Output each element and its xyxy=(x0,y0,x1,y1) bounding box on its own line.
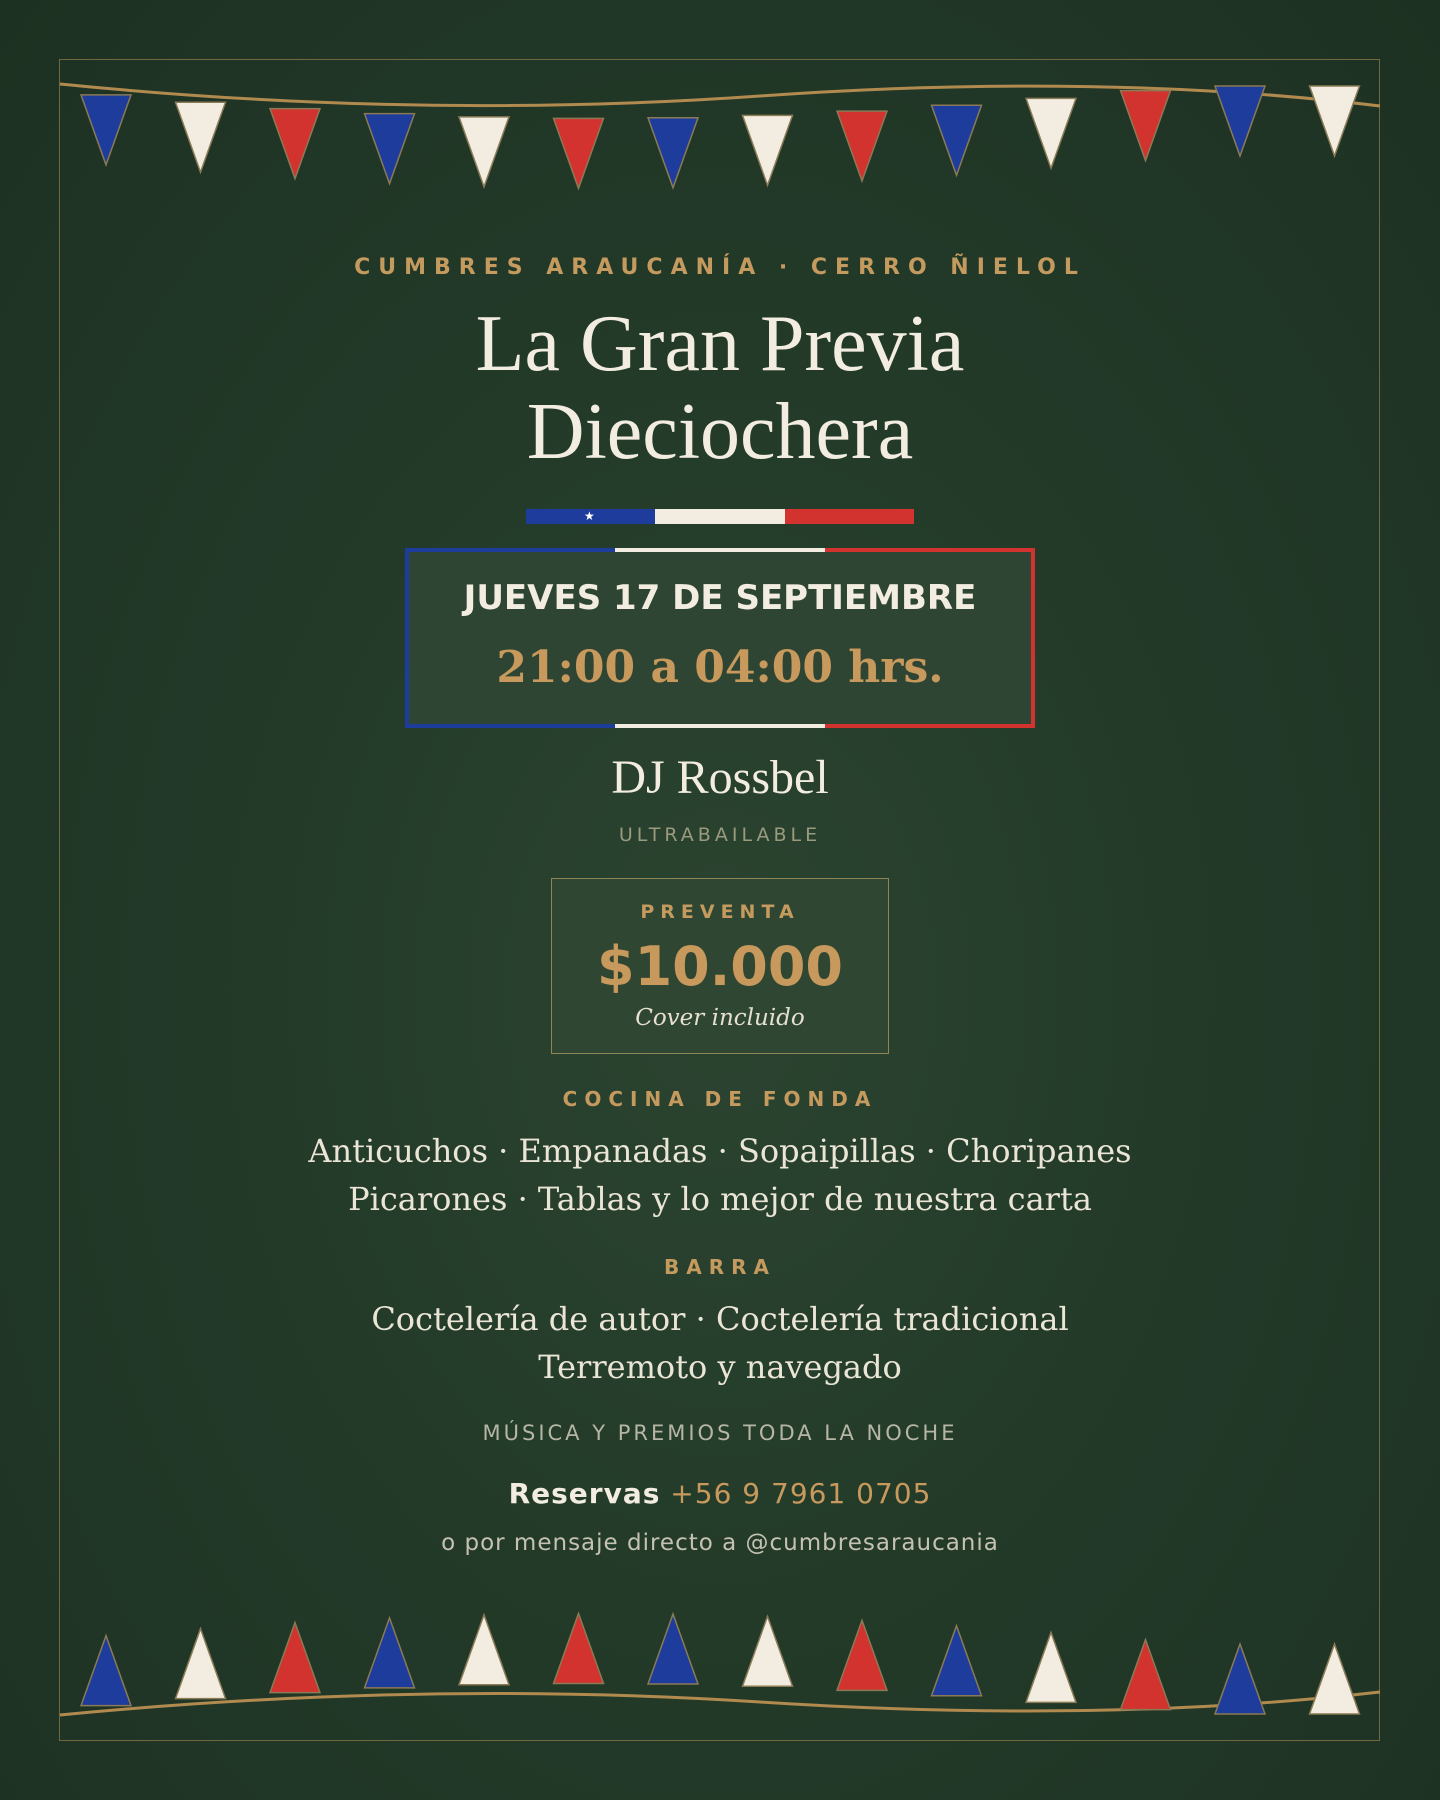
pennant-flag xyxy=(1026,98,1076,168)
pennant-flag xyxy=(932,1626,982,1696)
event-time: 21:00 a 04:00 hrs. xyxy=(496,642,944,693)
pennant-flag xyxy=(81,95,131,165)
pennant-flag xyxy=(365,114,415,184)
pennant-flag xyxy=(1215,1644,1265,1714)
reservations-label: Reservas xyxy=(508,1477,661,1510)
pennant-flag xyxy=(365,1618,415,1688)
date-box-top-border xyxy=(405,548,1035,552)
pennant-flag xyxy=(1215,86,1265,156)
pennant-flag xyxy=(1121,91,1171,161)
pennant-flag xyxy=(932,105,982,175)
pennant-flag xyxy=(837,1620,887,1690)
cocina-line2: Picarones · Tablas y lo mejor de nuestra carta xyxy=(348,1180,1092,1218)
pennant-flag xyxy=(459,1615,509,1685)
barra-line1: Coctelería de autor · Coctelería tradicional xyxy=(371,1300,1069,1338)
cocina-heading: COCINA DE FONDA xyxy=(562,1087,878,1111)
event-title-line2: Dieciochera xyxy=(526,388,914,476)
pennant-flag xyxy=(459,117,509,187)
pennant-flag xyxy=(837,111,887,181)
ticket-label: PREVENTA xyxy=(640,901,800,923)
pennant-flag xyxy=(81,1636,131,1706)
reservations-message: o por mensaje directo a @cumbresaraucania xyxy=(441,1530,999,1556)
pennant-flag xyxy=(176,1629,226,1699)
flag-red-stripe xyxy=(785,509,914,524)
garland-string xyxy=(60,1692,1380,1715)
dj-name: DJ Rossbel xyxy=(611,751,829,804)
barra-menu xyxy=(0,1295,1440,1391)
pennant-flag xyxy=(648,118,698,188)
venue-name: CUMBRES ARAUCANÍA · CERRO ÑIELOL xyxy=(354,255,1086,280)
barra-heading: BARRA xyxy=(663,1255,776,1279)
bunting-top-decoration xyxy=(0,60,1440,210)
barra-line2: Terremoto y navegado xyxy=(538,1348,902,1386)
pennant-flag xyxy=(270,1623,320,1693)
reservations xyxy=(0,1477,1440,1510)
ticket-price-box xyxy=(551,878,889,1054)
pennant-flag xyxy=(743,1616,793,1686)
cocina-line1: Anticuchos · Empanadas · Sopaipillas · Choripanes xyxy=(308,1132,1132,1170)
pennant-flag xyxy=(1026,1632,1076,1702)
date-box-left-border xyxy=(405,548,409,728)
pennant-flag xyxy=(1310,86,1360,156)
pennant-flag xyxy=(554,118,604,188)
ticket-price: $10.000 xyxy=(597,935,843,998)
pennant-flag xyxy=(1121,1640,1171,1710)
pennant-flag xyxy=(743,115,793,185)
date-time-box xyxy=(405,548,1035,728)
ticket-note: Cover incluido xyxy=(635,1005,805,1031)
star-icon: ★ xyxy=(584,509,595,523)
extras-text: MÚSICA Y PREMIOS TODA LA NOCHE xyxy=(482,1421,958,1445)
chilean-flag-bar xyxy=(526,509,914,524)
reservations-phone[interactable]: +56 9 7961 0705 xyxy=(670,1477,932,1510)
pennant-flag xyxy=(176,102,226,172)
event-title xyxy=(0,300,1440,476)
cocina-menu xyxy=(0,1127,1440,1223)
bunting-bottom-decoration xyxy=(0,1590,1440,1740)
event-date: JUEVES 17 DE SEPTIEMBRE xyxy=(463,578,977,618)
pennant-flag xyxy=(1310,1644,1360,1714)
pennant-flag xyxy=(270,109,320,179)
pennant-flag xyxy=(554,1613,604,1683)
event-title-line1: La Gran Previa xyxy=(475,300,965,388)
date-box-right-border xyxy=(1031,548,1035,728)
date-box-bottom-border xyxy=(405,724,1035,728)
flag-white-stripe xyxy=(655,509,785,524)
garland-string xyxy=(60,84,1380,106)
pennant-flag xyxy=(648,1614,698,1684)
dj-style: ULTRABAILABLE xyxy=(618,824,822,846)
